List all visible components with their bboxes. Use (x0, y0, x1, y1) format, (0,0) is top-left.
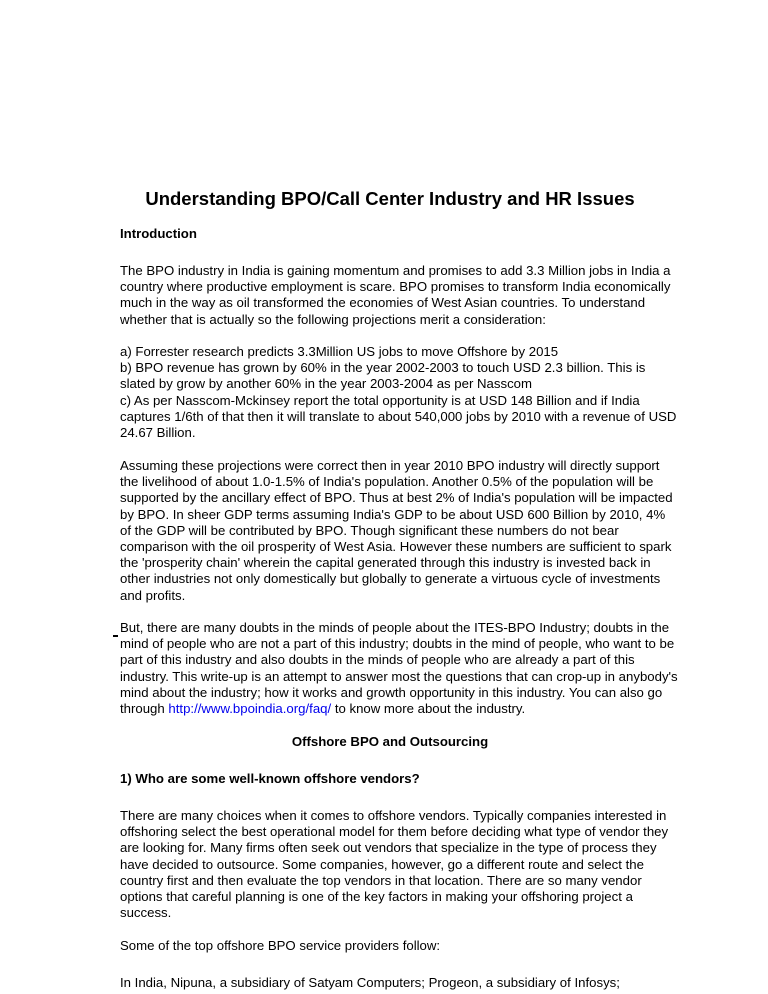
text-line: part of this industry and also doubts in the minds of people who are already a part of this (120, 652, 635, 668)
text-line: The BPO industry in India is gaining momentum and promises to add 3.3 Million jobs in India a (120, 263, 671, 278)
bpoindia-faq-link[interactable]: http://www.bpoindia.org/faq/ (168, 701, 332, 717)
vendors-paragraph (120, 808, 669, 921)
text-line: the livelihood of about 1.0-1.5% of India's population. Another 0.5% of the population will be (120, 474, 654, 490)
list-item: captures 1/6th of that then it will translate to about 540,000 jobs by 2010 with a revenue of USD (120, 408, 677, 424)
text-line: have decided to outsource. Some companies, however, go a different route and select the (120, 856, 644, 872)
list-item: slated by grow by another 60% in the year 2003-2004 as per Nasscom (120, 376, 532, 392)
question-heading: 1) Who are some well-known offshore vendors? (120, 771, 420, 786)
list-item: c) As per Nasscom-Mckinsey report the total opportunity is at USD 148 Billion and if India (120, 392, 640, 408)
list-item: a) Forrester research predicts 3.3Million US jobs to move Offshore by 2015 (120, 344, 559, 359)
text-line: But, there are many doubts in the minds of people about the ITES-BPO Industry; doubts in the (120, 620, 670, 635)
providers-intro: Some of the top offshore BPO service providers follow: (120, 938, 441, 953)
list-item: b) BPO revenue has grown by 60% in the year 2002-2003 to touch USD 2.3 billion. This is (120, 360, 646, 376)
text-line: options that careful planning is one of the key factors in making your offshoring project a (120, 889, 633, 905)
doubts-paragraph (120, 620, 678, 717)
text-line: country first and then evaluate the top vendors in that location. There are so many vendor (120, 872, 642, 888)
text-line: are looking for. Many firms often seek out vendors that specialize in the type of process they (120, 840, 657, 856)
text-line: Assuming these projections were correct then in year 2010 BPO industry will directly support (120, 458, 660, 473)
text-line: whether that is actually so the following projections merit a consideration: (120, 311, 546, 327)
projections-list (120, 344, 677, 441)
text-line: mind of people who are not a part of this industry; doubts in the mind of people, who want to be (120, 636, 675, 652)
section-heading: Offshore BPO and Outsourcing (291, 734, 489, 749)
link-prefix: through (120, 701, 169, 717)
text-line: offshoring select the best operational model for them before deciding what type of vendor they (120, 824, 669, 840)
link-suffix: to know more about the industry. (331, 701, 526, 717)
text-line: and profits. (120, 587, 186, 603)
india-providers-line: In India, Nipuna, a subsidiary of Satyam Computers; Progeon, a subsidiary of Infosys; (120, 975, 620, 990)
text-line: country where productive employment is scare. BPO promises to transform India economically (120, 279, 671, 295)
text-line-with-link (120, 701, 660, 717)
document-title: Understanding BPO/Call Center Industry and HR Issues (145, 188, 635, 209)
margin-mark (113, 635, 118, 637)
projections-analysis-paragraph (120, 458, 673, 604)
text-line: by BPO. In sheer GDP terms assuming India's GDP to be about USD 600 Billion by 2010, 4% (120, 506, 666, 522)
text-line: of the GDP will be contributed by BPO. Though significant these numbers do not bear (120, 522, 619, 538)
list-item: 24.67 Billion. (120, 425, 196, 441)
text-line: much in the way as oil transformed the economies of West Asian countries. To understand (120, 295, 646, 311)
text-line: There are many choices when it comes to offshore vendors. Typically companies interested in (120, 808, 667, 823)
intro-paragraph (120, 263, 671, 328)
text-line: mind about the industry; how it works and growth opportunity in this industry. You can also go (120, 684, 663, 700)
text-line: the 'prosperity chain' wherein the capital generated through this industry is invested back in (120, 555, 651, 571)
text-line: other industries not only domestically but globally to generate a virtuous cycle of investments (120, 571, 661, 587)
text-line: success. (120, 905, 172, 921)
text-line: industry. This write-up is an attempt to answer most the questions that can crop-up in anybody's (120, 668, 678, 684)
text-line: comparison with the oil prosperity of West Asia. However these numbers are sufficient to spark (120, 539, 672, 555)
intro-heading: Introduction (120, 226, 197, 241)
text-line: supported by the ancillary effect of BPO. Thus at best 2% of India's population will be impacted (120, 490, 673, 506)
